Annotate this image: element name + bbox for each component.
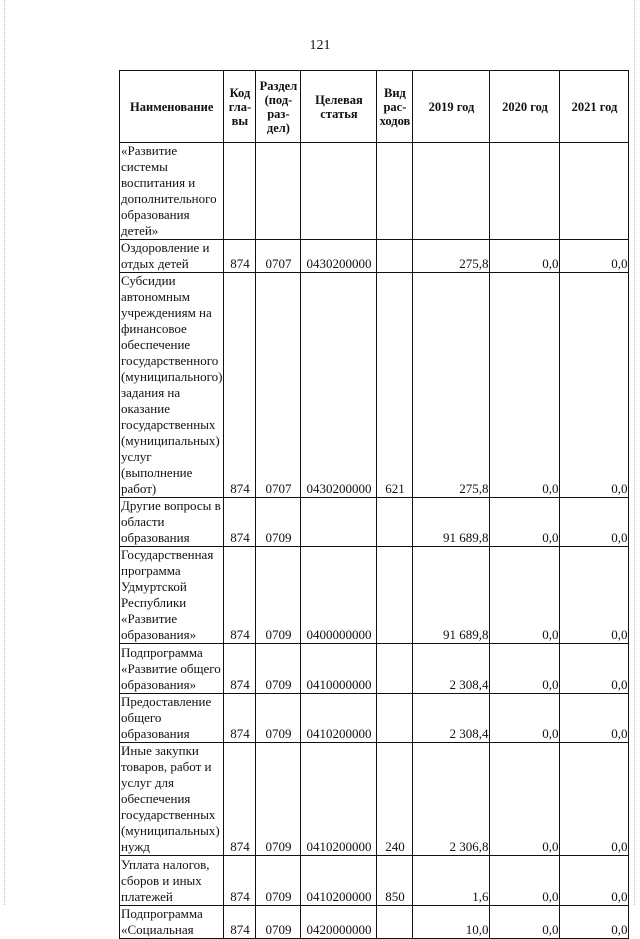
row-code: 874: [224, 644, 256, 694]
scan-left-edge: [4, 0, 6, 905]
row-article: [301, 143, 377, 240]
row-2020: 0,0: [490, 240, 560, 273]
row-2019: 91 689,8: [413, 498, 490, 547]
table-row: [120, 273, 629, 498]
row-2019: 91 689,8: [413, 547, 490, 644]
row-2020: 0,0: [490, 547, 560, 644]
row-section: [256, 143, 301, 240]
row-section: 0709: [256, 743, 301, 856]
header-target-article: Целевая статья: [301, 71, 377, 143]
row-type: [377, 644, 413, 694]
row-2021: 0,0: [560, 644, 629, 694]
row-2021: 0,0: [560, 273, 629, 498]
row-type: 621: [377, 273, 413, 498]
header-row: [120, 71, 629, 143]
row-type: 850: [377, 856, 413, 906]
page-number: 121: [309, 38, 331, 53]
row-article: 0410200000: [301, 856, 377, 906]
row-article: 0430200000: [301, 240, 377, 273]
header-2020: 2020 год: [490, 71, 560, 143]
row-article: [301, 498, 377, 547]
row-type: 240: [377, 743, 413, 856]
row-2020: 0,0: [490, 498, 560, 547]
row-2021: 0,0: [560, 856, 629, 906]
row-article: 0410200000: [301, 694, 377, 743]
row-name: Уплата налогов, сборов и иных платежей: [120, 856, 224, 906]
row-2021: 0,0: [560, 498, 629, 547]
header-2019: 2019 год: [413, 71, 490, 143]
row-2019: 1,6: [413, 856, 490, 906]
row-code: 874: [224, 240, 256, 273]
row-type: [377, 547, 413, 644]
row-type: [377, 694, 413, 743]
row-name: Оздоровление и отдых детей: [120, 240, 224, 273]
row-article: 0430200000: [301, 273, 377, 498]
row-section: 0709: [256, 906, 301, 939]
row-name: Предоставление общего образования: [120, 694, 224, 743]
row-section: 0709: [256, 547, 301, 644]
row-2021: 0,0: [560, 743, 629, 856]
row-2021: 0,0: [560, 240, 629, 273]
table-row: [120, 694, 629, 743]
table-row: [120, 743, 629, 856]
row-name: Государственная программа Удмуртской Республики «Развитие образования»: [120, 547, 224, 644]
row-2021: [560, 143, 629, 240]
header-2021: 2021 год: [560, 71, 629, 143]
row-type: [377, 906, 413, 939]
row-section: 0707: [256, 273, 301, 498]
row-article: 0420000000: [301, 906, 377, 939]
row-section: 0709: [256, 498, 301, 547]
row-2019: 2 308,4: [413, 694, 490, 743]
row-code: 874: [224, 273, 256, 498]
row-type: [377, 143, 413, 240]
table-row: [120, 498, 629, 547]
row-type: [377, 498, 413, 547]
row-2019: 2 306,8: [413, 743, 490, 856]
table-row: [120, 240, 629, 273]
row-name: «Развитие системы воспитания и дополнительного образования детей»: [120, 143, 224, 240]
row-2019: 275,8: [413, 240, 490, 273]
row-2019: 275,8: [413, 273, 490, 498]
row-2020: 0,0: [490, 906, 560, 939]
row-name: Другие вопросы в области образования: [120, 498, 224, 547]
row-name: Подпрограмма «Социальная: [120, 906, 224, 939]
row-2019: [413, 143, 490, 240]
row-code: 874: [224, 498, 256, 547]
row-code: 874: [224, 694, 256, 743]
row-2019: 10,0: [413, 906, 490, 939]
row-type: [377, 240, 413, 273]
row-section: 0707: [256, 240, 301, 273]
row-2020: [490, 143, 560, 240]
row-article: 0400000000: [301, 547, 377, 644]
row-name: Иные закупки товаров, работ и услуг для обеспечения государственных (муниципальных) нужд: [120, 743, 224, 856]
row-2020: 0,0: [490, 644, 560, 694]
row-2020: 0,0: [490, 856, 560, 906]
budget-table: [119, 70, 629, 939]
table-row: [120, 856, 629, 906]
row-code: [224, 143, 256, 240]
row-2020: 0,0: [490, 694, 560, 743]
row-2021: 0,0: [560, 694, 629, 743]
row-code: 874: [224, 856, 256, 906]
row-article: 0410000000: [301, 644, 377, 694]
row-2019: 2 308,4: [413, 644, 490, 694]
row-section: 0709: [256, 856, 301, 906]
scan-right-edge: [634, 0, 636, 905]
table-row: [120, 547, 629, 644]
header-name: Наименование: [120, 71, 224, 143]
row-section: 0709: [256, 644, 301, 694]
row-code: 874: [224, 906, 256, 939]
table-row: [120, 644, 629, 694]
row-article: 0410200000: [301, 743, 377, 856]
table-row: [120, 906, 629, 939]
row-2021: 0,0: [560, 547, 629, 644]
table-row: [120, 143, 629, 240]
header-expense-type: Вид рас- ходов: [377, 71, 413, 143]
row-code: 874: [224, 547, 256, 644]
row-name: Подпрограмма «Развитие общего образования»: [120, 644, 224, 694]
row-section: 0709: [256, 694, 301, 743]
row-code: 874: [224, 743, 256, 856]
row-2020: 0,0: [490, 273, 560, 498]
header-section: Раздел (под- раз- дел): [256, 71, 301, 143]
row-2021: 0,0: [560, 906, 629, 939]
row-name: Субсидии автономным учреждениям на финансовое обеспечение государственного (муниципального) задания на оказание государственных (муниципальных) услуг (выполнение работ): [121, 273, 223, 496]
row-2020: 0,0: [490, 743, 560, 856]
header-chapter-code: Код гла- вы: [224, 71, 256, 143]
